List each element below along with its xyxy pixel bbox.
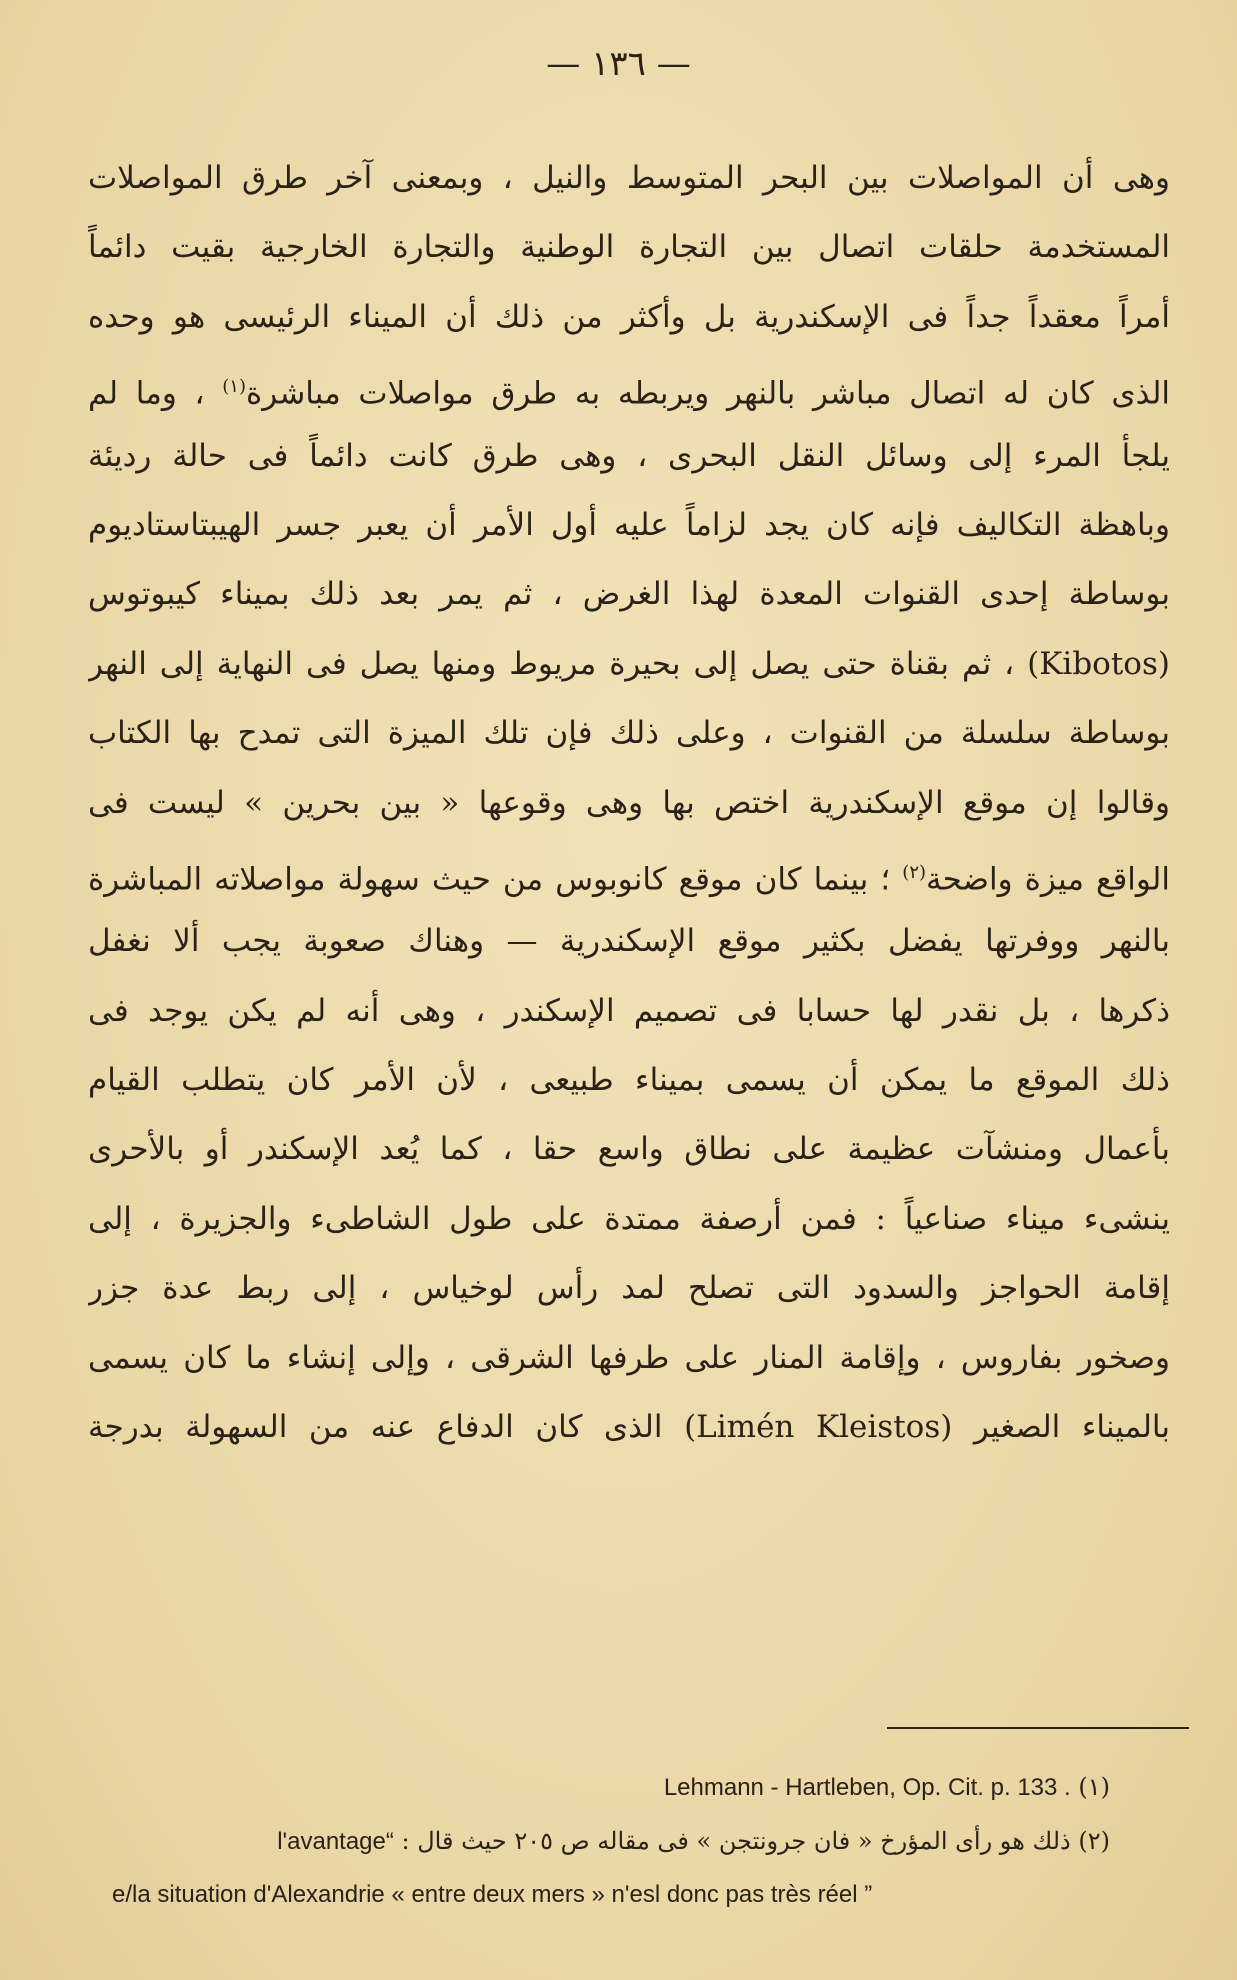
text-line: بالنهر ووفرتها يفضل بكثير موقع الإسكندرية — وهناك صعوبة يجب ألا نغفل — [88, 923, 1170, 960]
text-line: ذكرها ، بل نقدر لها حسابا فى تصميم الإسكندر ، وهى أنه لم يكن يوجد فى — [88, 992, 1170, 1029]
text-line-part: الذى كان له اتصال مباشر بالنهر ويربطه به طرق مواصلات مباشرة — [245, 375, 1170, 412]
footnote-divider — [887, 1727, 1189, 1729]
text-line: وباهظة التكاليف فإنه كان يجد لزاماً عليه أول الأمر أن يعبر جسر الهيبتاستاديوم — [88, 506, 1170, 543]
text-line: بوساطة سلسلة من القنوات ، وعلى ذلك فإن تلك الميزة التى تمدح بها الكتاب — [88, 715, 1170, 752]
text-line: إقامة الحواجز والسدود التى تصلح لمد رأس لوخياس ، إلى ربط عدة جزر — [88, 1270, 1170, 1307]
footnote-2-continuation: e/la situation d'Alexandrie « entre deux mers » n'esl donc pas très réel ” — [112, 1881, 873, 1908]
footnote-ref-1: (١) — [222, 376, 246, 398]
footnote-1-text: . Lehmann - Hartleben, Op. Cit. p. 133 — [663, 1774, 1071, 1801]
text-line-part: ، وما لم — [88, 375, 205, 412]
text-line: أمراً معقداً جداً فى الإسكندرية بل وأكثر من ذلك أن الميناء الرئيسى هو وحده — [88, 298, 1170, 335]
text-line: المستخدمة حلقات اتصال بين التجارة الوطنية والتجارة الخارجية بقيت دائماً — [88, 229, 1170, 266]
footnote-2 — [100, 1814, 1110, 1868]
footnotes — [100, 1760, 1110, 1922]
text-line-part: الواقع ميزة واضحة — [926, 861, 1170, 898]
text-line: وقالوا إن موقع الإسكندرية اختص بها وهى وقوعها « بين بحرين » ليست فى — [88, 784, 1170, 821]
text-line: بأعمال ومنشآت عظيمة على نطاق واسع حقا ، كما يُعد الإسكندر أو بالأحرى — [88, 1131, 1170, 1168]
footnote-1-marker: (١) — [1078, 1773, 1110, 1801]
text-line: وهى أن المواصلات بين البحر المتوسط والنيل ، وبمعنى آخر طرق المواصلات — [88, 160, 1170, 196]
text-line: (Kibotos) ، ثم بقناة حتى يصل إلى بحيرة مريوط ومنها يصل فى النهاية إلى النهر — [88, 645, 1170, 682]
footnote-2-french-start: “l'avantage — [277, 1828, 394, 1855]
text-line: بوساطة إحدى القنوات المعدة لهذا الغرض ، ثم يمر بعد ذلك بميناء كيبوتوس — [88, 576, 1170, 613]
text-line: ذلك الموقع ما يمكن أن يسمى بميناء طبيعى ، لأن الأمر كان يتطلب القيام — [88, 1062, 1170, 1099]
text-line: وصخور بفاروس ، وإقامة المنار على طرفها الشرقى ، وإلى إنشاء ما كان يسمى — [88, 1339, 1170, 1376]
text-line-part: ؛ بينما كان موقع كانوبوس من حيث سهولة مواصلاته المباشرة — [88, 861, 891, 898]
footnote-2-marker: (٢) — [1078, 1827, 1110, 1855]
text-line: يلجأ المرء إلى وسائل النقل البحرى ، وهى طرق كانت دائماً فى حالة رديئة — [88, 437, 1170, 474]
text-line — [88, 838, 1170, 907]
footnote-1 — [100, 1760, 1110, 1814]
text-line: ينشىء ميناء صناعياً : فمن أرصفة ممتدة على طول الشاطىء والجزيرة ، إلى — [88, 1200, 1170, 1237]
text-line: بالميناء الصغير (Limén Kleistos) الذى كان الدفاع عنه من السهولة بدرجة — [88, 1409, 1170, 1446]
text-line — [88, 352, 1170, 421]
footnote-ref-2: (٢) — [902, 861, 927, 883]
body-text — [88, 144, 1170, 1462]
footnote-2-arabic: ذلك هو رأى المؤرخ « فان جرونتجن » فى مقاله ص ٢٠٥ حيث قال : — [401, 1827, 1071, 1855]
page-number: — ١٣٦ — — [546, 44, 691, 84]
